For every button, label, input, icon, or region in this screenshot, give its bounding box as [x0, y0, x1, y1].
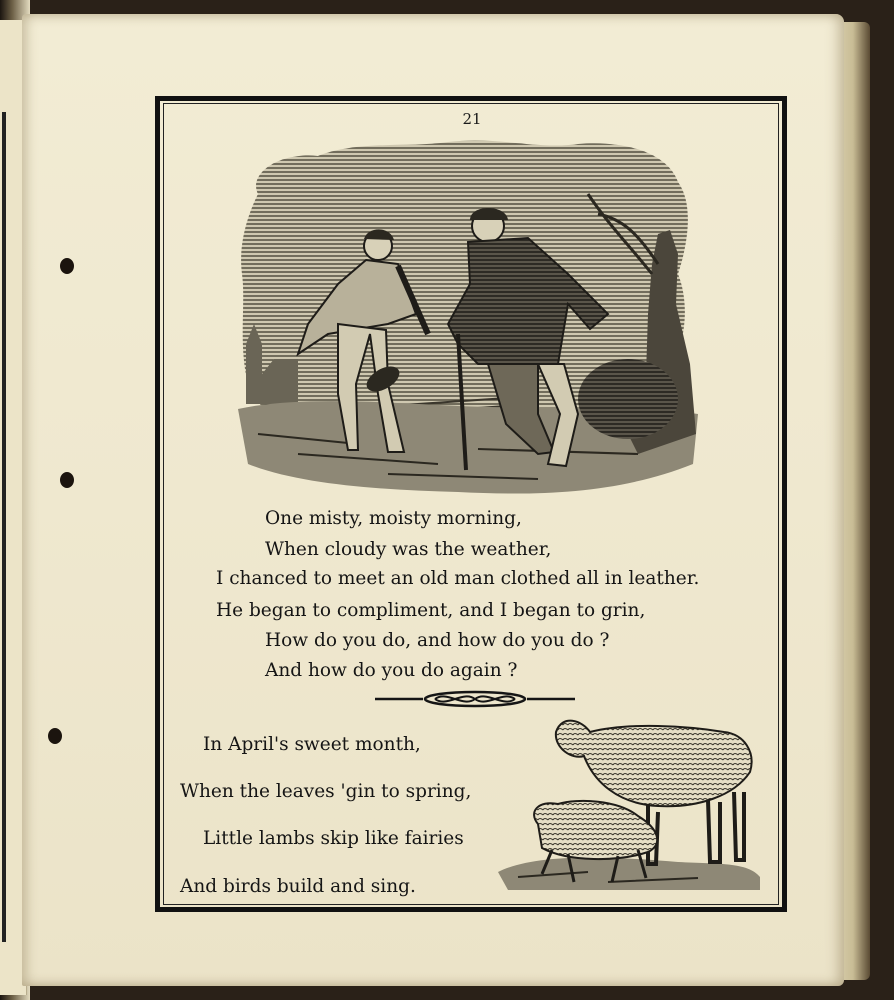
- page-number: 21: [462, 110, 482, 128]
- verse-line: Little lambs skip like fairies: [203, 828, 464, 849]
- previous-page-border-rule: [2, 112, 6, 942]
- verse-line: One misty, moisty morning,: [265, 508, 522, 529]
- ornamental-divider-icon: [375, 688, 575, 710]
- verse-line: I chanced to meet an old man clothed all in leather.: [216, 568, 700, 589]
- verse-line: When the leaves 'gin to spring,: [180, 781, 472, 802]
- woodcut-illustration-men: [238, 134, 702, 500]
- verse-line: He began to compliment, and I began to grin,: [216, 600, 646, 621]
- binding-hole: [48, 728, 62, 744]
- verse-line: In April's sweet month,: [203, 734, 421, 755]
- woodcut-sheep-icon: [498, 712, 760, 892]
- binding-hole: [60, 472, 74, 488]
- verse-line: And how do you do again ?: [265, 660, 518, 681]
- verse-line: How do you do, and how do you do ?: [265, 630, 610, 651]
- verse-line: And birds build and sing.: [180, 876, 416, 897]
- binding-hole: [60, 258, 74, 274]
- verse-line: When cloudy was the weather,: [265, 539, 552, 560]
